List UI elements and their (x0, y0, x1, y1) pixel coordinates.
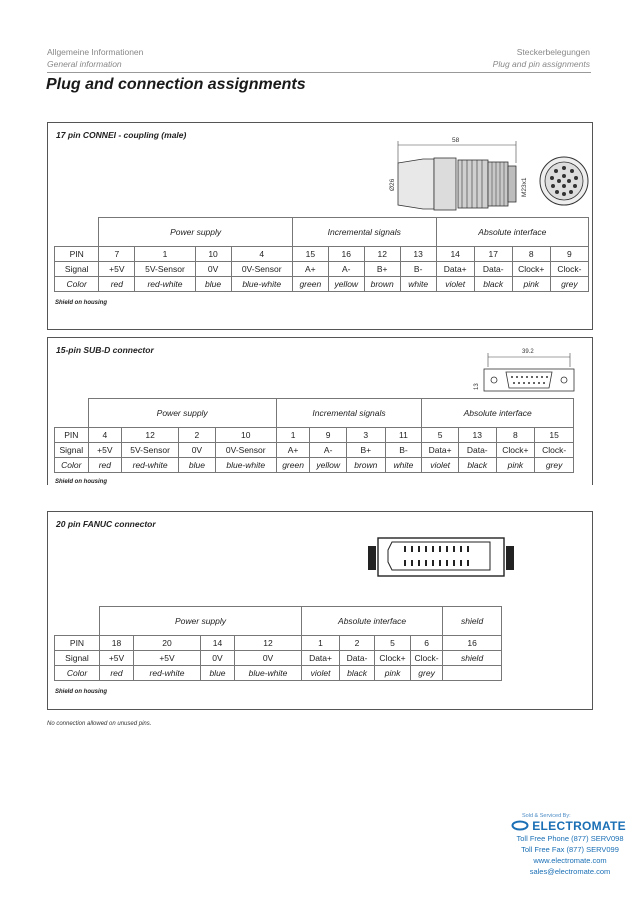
row-label-color: Color (55, 277, 99, 292)
header-left-de: Allgemeine Informationen (47, 47, 144, 57)
row-label-signal: Signal (55, 443, 89, 458)
section-subd (47, 337, 593, 485)
pin-cell: 2 (179, 428, 216, 443)
signal-cell: Clock- (411, 651, 443, 666)
signal-cell: A- (328, 262, 364, 277)
color-cell: blue (195, 277, 231, 292)
color-cell: black (474, 277, 512, 292)
section-fanuc (47, 511, 593, 710)
signal-cell: Data- (340, 651, 375, 666)
pin-cell: 15 (292, 247, 328, 262)
pin-cell: 15 (535, 428, 574, 443)
signal-cell: 5V-Sensor (135, 262, 195, 277)
pin-cell: 4 (88, 428, 122, 443)
signal-cell: 0V (195, 262, 231, 277)
signal-cell: Data- (474, 262, 512, 277)
color-cell: white (400, 277, 436, 292)
fanuc-connector-drawing (366, 532, 516, 582)
group-power-supply: Power supply (99, 218, 292, 247)
section-title: 15-pin SUB-D connector (56, 345, 154, 355)
color-cell: red-white (134, 666, 201, 681)
signal-cell: 0V-Sensor (215, 443, 276, 458)
color-cell: grey (535, 458, 574, 473)
color-cell: blue-white (231, 277, 292, 292)
shield-note: Shield on housing (55, 300, 107, 306)
dealer-email-link[interactable]: sales@electromate.com (529, 867, 611, 876)
color-cell: green (276, 458, 310, 473)
dimension-diameter: Ø26 (389, 178, 396, 191)
color-cell: violet (302, 666, 340, 681)
color-cell: black (340, 666, 375, 681)
pin-cell: 2 (340, 636, 375, 651)
pin-cell: 16 (328, 247, 364, 262)
group-power-supply: Power supply (88, 399, 276, 428)
color-cell: pink (375, 666, 411, 681)
pin-cell: 17 (474, 247, 512, 262)
pin-cell: 8 (512, 247, 550, 262)
signal-cell: Clock+ (496, 443, 535, 458)
signal-cell: Data+ (302, 651, 340, 666)
color-cell: blue-white (215, 458, 276, 473)
dealer-stamp (510, 813, 630, 877)
dimension-height: 13 (474, 383, 480, 390)
dimension-width: 58 (452, 137, 460, 144)
pin-cell: 13 (400, 247, 436, 262)
connei-connector-drawing (368, 131, 590, 217)
group-power-supply: Power supply (100, 607, 302, 636)
color-cell: green (292, 277, 328, 292)
header-divider (47, 72, 591, 73)
pin-cell: 9 (550, 247, 588, 262)
color-cell: red (100, 666, 134, 681)
signal-cell: B+ (346, 443, 385, 458)
signal-cell: 0V (201, 651, 235, 666)
pin-cell: 16 (443, 636, 502, 651)
color-cell: pink (512, 277, 550, 292)
pin-cell: 14 (201, 636, 235, 651)
pin-table-fanuc (54, 606, 502, 681)
pin-cell: 5 (422, 428, 459, 443)
color-cell: yellow (310, 458, 347, 473)
pin-cell: 8 (496, 428, 535, 443)
color-cell: pink (496, 458, 535, 473)
signal-cell: B- (385, 443, 422, 458)
row-label-signal: Signal (55, 651, 100, 666)
color-cell: grey (411, 666, 443, 681)
color-cell: red (99, 277, 135, 292)
signal-cell: 0V (179, 443, 216, 458)
row-label-pin: PIN (55, 428, 89, 443)
shield-note: Shield on housing (55, 479, 107, 485)
pin-cell: 12 (364, 247, 400, 262)
section-title: 20 pin FANUC connector (56, 519, 156, 529)
color-cell: brown (364, 277, 400, 292)
row-label-pin: PIN (55, 636, 100, 651)
signal-cell: 5V-Sensor (122, 443, 179, 458)
color-cell: blue (201, 666, 235, 681)
color-cell: red (88, 458, 122, 473)
color-cell: red-white (135, 277, 195, 292)
header-right-en: Plug and pin assignments (492, 59, 590, 69)
section-connei (47, 122, 593, 330)
color-cell: white (385, 458, 422, 473)
signal-cell: A- (310, 443, 347, 458)
pin-cell: 5 (375, 636, 411, 651)
pin-cell: 1 (135, 247, 195, 262)
color-cell: blue-white (235, 666, 302, 681)
pin-cell: 1 (302, 636, 340, 651)
group-incremental-signals: Incremental signals (276, 399, 422, 428)
signal-cell: Data- (458, 443, 496, 458)
color-cell: grey (550, 277, 588, 292)
color-cell (443, 666, 502, 681)
pin-table-connei (54, 217, 589, 292)
signal-cell: B+ (364, 262, 400, 277)
group-absolute-interface: Absolute interface (422, 399, 574, 428)
pin-cell: 20 (134, 636, 201, 651)
page-title: Plug and connection assignments (46, 76, 306, 93)
color-cell: yellow (328, 277, 364, 292)
dimension-thread: M23x1 (521, 177, 528, 197)
row-label-signal: Signal (55, 262, 99, 277)
pin-cell: 11 (385, 428, 422, 443)
pin-cell: 3 (346, 428, 385, 443)
section-title: 17 pin CONNEI - coupling (male) (56, 130, 187, 140)
signal-cell: Clock+ (375, 651, 411, 666)
signal-cell: B- (400, 262, 436, 277)
color-cell: brown (346, 458, 385, 473)
signal-cell: A+ (292, 262, 328, 277)
signal-cell: Clock- (550, 262, 588, 277)
group-absolute-interface: Absolute interface (436, 218, 588, 247)
header-right (493, 46, 590, 70)
pin-cell: 13 (458, 428, 496, 443)
pin-cell: 1 (276, 428, 310, 443)
pin-cell: 7 (99, 247, 135, 262)
row-label-color: Color (55, 666, 100, 681)
dimension-width: 39.2 (522, 349, 534, 355)
group-incremental-signals: Incremental signals (292, 218, 436, 247)
color-cell: violet (422, 458, 459, 473)
dealer-phone[interactable]: Toll Free Phone (877) SERV098 (516, 834, 624, 843)
signal-cell: A+ (276, 443, 310, 458)
pin-cell: 14 (436, 247, 474, 262)
pin-cell: 12 (122, 428, 179, 443)
signal-cell: +5V (99, 262, 135, 277)
color-cell: black (458, 458, 496, 473)
signal-cell: shield (443, 651, 502, 666)
signal-cell: 0V (235, 651, 302, 666)
header-right-de: Steckerbelegungen (516, 47, 590, 57)
row-label-pin: PIN (55, 247, 99, 262)
row-label-color: Color (55, 458, 89, 473)
pin-cell: 10 (215, 428, 276, 443)
dealer-brand-name: ELECTROMATE (532, 819, 626, 833)
dealer-website-link[interactable]: www.electromate.com (533, 856, 607, 865)
signal-cell: +5V (100, 651, 134, 666)
pin-cell: 12 (235, 636, 302, 651)
color-cell: violet (436, 277, 474, 292)
group-shield: shield (443, 607, 502, 636)
color-cell: blue (179, 458, 216, 473)
group-absolute-interface: Absolute interface (302, 607, 443, 636)
pin-cell: 9 (310, 428, 347, 443)
shield-note: Shield on housing (55, 689, 107, 695)
signal-cell: Data+ (422, 443, 459, 458)
signal-cell: +5V (134, 651, 201, 666)
header-left-en: General information (47, 59, 122, 69)
dealer-fax: Toll Free Fax (877) SERV099 (521, 845, 619, 854)
dealer-brand (510, 819, 630, 833)
pin-cell: 10 (195, 247, 231, 262)
signal-cell: +5V (88, 443, 122, 458)
signal-cell: Clock- (535, 443, 574, 458)
footnote: No connection allowed on unused pins. (47, 721, 152, 727)
signal-cell: Clock+ (512, 262, 550, 277)
pin-cell: 6 (411, 636, 443, 651)
signal-cell: Data+ (436, 262, 474, 277)
header-left (47, 46, 143, 70)
pin-table-subd (54, 398, 574, 473)
electromate-logo-icon (511, 820, 529, 831)
subd-connector-drawing (460, 344, 584, 396)
pin-cell: 4 (231, 247, 292, 262)
pin-cell: 18 (100, 636, 134, 651)
sold-by-label: Sold & Serviced By: (522, 813, 571, 819)
signal-cell: 0V-Sensor (231, 262, 292, 277)
color-cell: red-white (122, 458, 179, 473)
